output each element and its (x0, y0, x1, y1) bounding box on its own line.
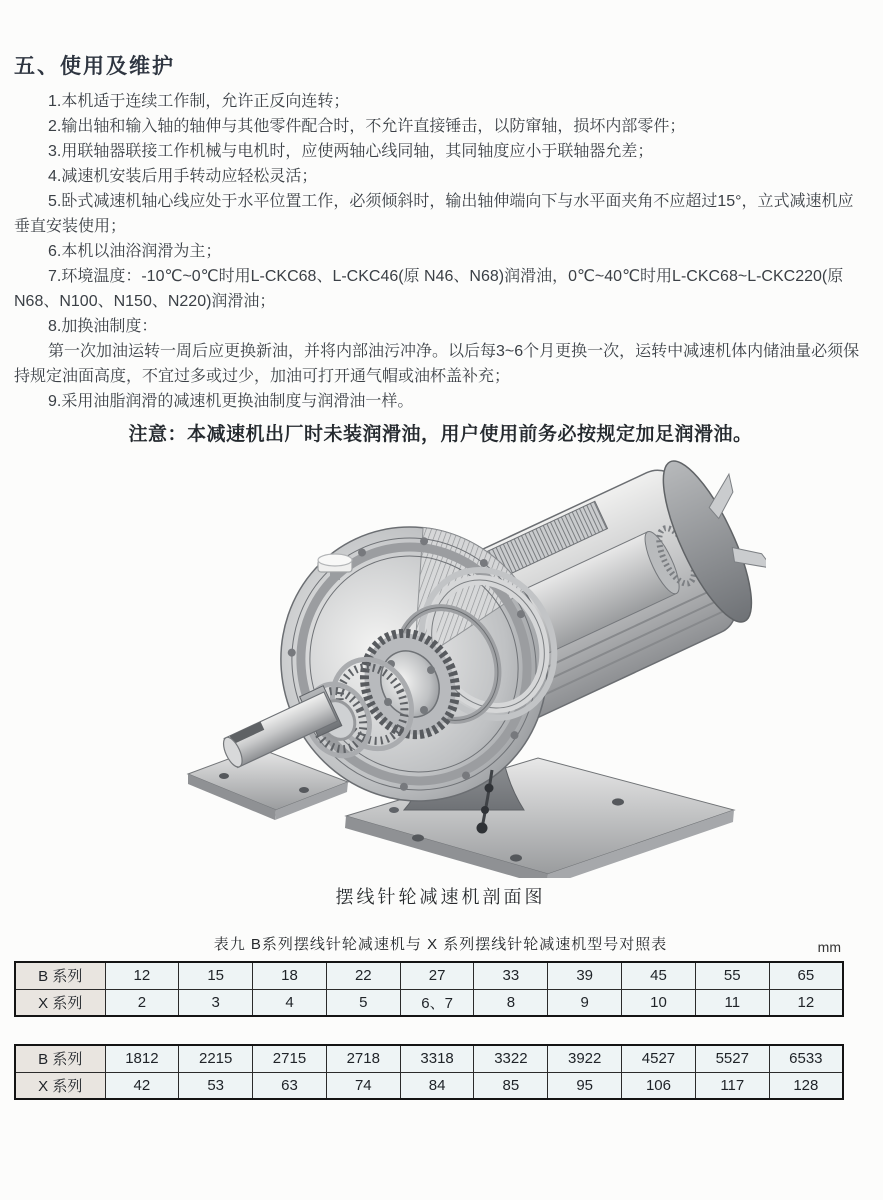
cell: 12 (105, 962, 179, 989)
cell: 117 (695, 1072, 769, 1099)
cell: 39 (548, 962, 622, 989)
instruction-item: 7.环境温度：-10℃~0℃时用L-CKC68、L-CKC46(原 N46、N68)润滑油，0℃~40℃时用L-CKC68~L-CKC220(原N68、N100、N150、N220)润滑油； (14, 268, 844, 310)
cell: 3 (179, 989, 253, 1016)
cell: 5527 (695, 1045, 769, 1072)
cell: 3922 (548, 1045, 622, 1072)
cell: 12 (769, 989, 843, 1016)
cell: 3322 (474, 1045, 548, 1072)
instruction-item: 2.输出轴和输入轴的轴伸与其他零件配合时，不允许直接锤击，以防窜轴，损坏内部零件； (48, 118, 686, 135)
cell: 5 (326, 989, 400, 1016)
cell: 106 (622, 1072, 696, 1099)
cell: 42 (105, 1072, 179, 1099)
cell: 2715 (253, 1045, 327, 1072)
cell: 11 (695, 989, 769, 1016)
table-row-x-series (15, 989, 843, 1016)
cell: 2 (105, 989, 179, 1016)
reducer-cutaway-figure (186, 458, 766, 878)
cell: 85 (474, 1072, 548, 1099)
cell: 27 (400, 962, 474, 989)
instruction-item: 6.本机以油浴润滑为主； (48, 243, 222, 260)
cell: 53 (179, 1072, 253, 1099)
instruction-item: 3.用联轴器联接工作机械与电机时，应使两轴心线同轴，其同轴度应小于联轴器允差； (48, 143, 654, 160)
model-comparison-table-1 (14, 961, 844, 1017)
section-title: 五、使用及维护 (14, 55, 175, 78)
instruction-item: 第一次加油运转一周后应更换新油，并将内部油污冲净。以后每3~6个月更换一次，运转中减速机体内储油量必须保持规定油面高度，不宜过多或过少，加油可打开通气帽或油杯盖补充； (14, 343, 860, 385)
reducer-cutaway-illustration (186, 458, 766, 878)
cell: 18 (253, 962, 327, 989)
instruction-item: 8.加换油制度： (48, 318, 158, 335)
instruction-item: 4.减速机安装后用手转动应轻松灵活； (48, 168, 318, 185)
table-row-x-series (15, 1072, 843, 1099)
cell: 6533 (769, 1045, 843, 1072)
cell: 6、7 (400, 989, 474, 1016)
notice-line: 注意：本减速机出厂时未装润滑油，用户使用前务必按规定加足润滑油。 (128, 424, 753, 445)
cell: 95 (548, 1072, 622, 1099)
cell: 33 (474, 962, 548, 989)
cell: 9 (548, 989, 622, 1016)
cell: 22 (326, 962, 400, 989)
row-label: X 系列 (15, 989, 105, 1016)
cell: 74 (326, 1072, 400, 1099)
cell: 2718 (326, 1045, 400, 1072)
cell: 2215 (179, 1045, 253, 1072)
figure-caption: 摆线针轮减速机剖面图 (335, 887, 546, 907)
cell: 55 (695, 962, 769, 989)
row-label: B 系列 (15, 962, 105, 989)
cell: 63 (253, 1072, 327, 1099)
unit-label: mm (817, 939, 841, 955)
table-caption-row (14, 933, 867, 953)
model-comparison-table-2 (14, 1044, 844, 1100)
row-label: X 系列 (15, 1072, 105, 1099)
instruction-item: 1.本机适于连续工作制，允许正反向连转； (48, 93, 350, 110)
table-row-b-series (15, 1045, 843, 1072)
cell: 128 (769, 1072, 843, 1099)
table-row-b-series (15, 962, 843, 989)
instruction-item: 9.采用油脂润滑的减速机更换油制度与润滑油一样。 (48, 393, 414, 410)
cell: 15 (179, 962, 253, 989)
cell: 8 (474, 989, 548, 1016)
cell: 65 (769, 962, 843, 989)
instruction-item: 5.卧式减速机轴心线应处于水平位置工作，必须倾斜时，输出轴伸端向下与水平面夹角不应超过15°，立式减速机应垂直安装使用； (14, 193, 854, 235)
cell: 4527 (622, 1045, 696, 1072)
cell: 10 (622, 989, 696, 1016)
cell: 1812 (105, 1045, 179, 1072)
table-title: 表九 B系列摆线针轮减速机与 X 系列摆线针轮减速机型号对照表 (213, 936, 668, 953)
maintenance-instructions (14, 89, 867, 414)
row-label: B 系列 (15, 1045, 105, 1072)
cell: 3318 (400, 1045, 474, 1072)
cell: 84 (400, 1072, 474, 1099)
cell: 45 (622, 962, 696, 989)
cell: 4 (253, 989, 327, 1016)
